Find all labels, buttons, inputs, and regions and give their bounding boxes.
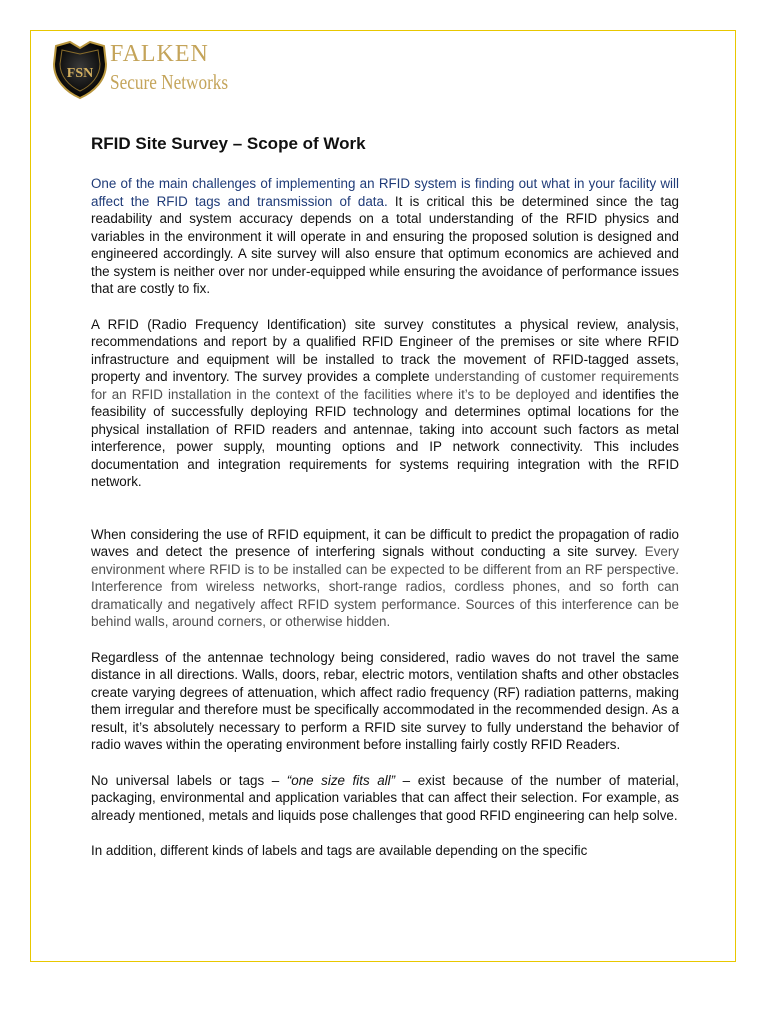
propagation-text-gray: Every environment where RFID is to be installed can be expected to be different from an RF perspective. Interference from wireless networks, short-range radios, cordless phones, and so forth can dramatically and negatively affect RFID system performance. Sources of this interference can be behind walls, around corners, or otherwise hidden. (91, 544, 679, 629)
labels-text-b: – exist because of the number of material, packaging, environmental and application variables that can affect their selection. For example, as already mentioned, metals and liquids pose challenges that good RFID engineering can help solve. (91, 772, 679, 823)
paragraph-labels (91, 772, 679, 825)
propagation-text-a: When considering the use of RFID equipment, it can be difficult to predict the propagation of radio waves and detect the presence of interfering signals without conducting a site survey. (91, 526, 679, 559)
document-body (91, 175, 679, 860)
definition-text-b: identifies the feasibility of successfully deploying RFID technology and determines optimal locations for the physical installation of RFID readers and antennae, taking into account such factors as metal interference, power supply, mounting options and IP network connectivity. This includes documentation and integration requirements for systems requiring integration with the RFID network. (91, 386, 680, 489)
document-title: RFID Site Survey – Scope of Work (91, 134, 366, 153)
shield-emblem-icon (48, 40, 112, 100)
paragraph-attenuation: Regardless of the antennae technology being considered, radio waves do not travel the same distance in all directions. Walls, doors, rebar, electric motors, ventilation shafts and other obstacles create varying degrees of attenuation, which affect radio frequency (RF) radiation patterns, making them irregular and therefore must be specifically accommodated in the recommended design. As a result, it’s absolutely necessary to perform a RFID site survey to fully understand the behavior of radio waves within the operating environment before installing fairly costly RFID Readers. (91, 649, 679, 752)
paragraph-definition (91, 316, 679, 491)
emblem-text: FSN (66, 66, 94, 81)
definition-text-a: A RFID (Radio Frequency Identification) site survey constitutes a physical review, analysis, recommendations and report by a qualified RFID Engineer of the premises or site where RFID infrastructure and equipment will be installed to track the movement of RFID-tagged assets, property and inventory. The survey provides a complete (91, 316, 679, 384)
paragraph-tags: In addition, different kinds of labels and tags are available depending on the specific (91, 843, 588, 858)
intro-highlight: One of the main challenges of implementing an RFID system is finding out what in your facility will affect the RFID tags and transmission of data. (91, 176, 679, 209)
company-logo (48, 40, 248, 100)
labels-quote: “one size fits all” (286, 772, 396, 788)
labels-text-a: No universal labels or tags – (91, 772, 287, 788)
paragraph-propagation (91, 526, 679, 631)
intro-text: It is critical this be determined since the tag readability and system accuracy depends on a total understanding of the RFID physics and variables in the environment it will operate in and ensuring the proposed solution is designed and engineered accordingly. A site survey will also ensure that optimum economics are achieved and the system is neither over nor under-equipped while ensuring the avoidance of performance issues that are costly to fix. (91, 193, 679, 296)
paragraph-intro (91, 175, 679, 298)
brand-subtitle: Secure Networks (110, 70, 229, 94)
brand-name: FALKEN (110, 41, 209, 67)
definition-text-gray: understanding of customer requirements for an RFID installation in the context of the facilities where it’s to be deployed and (91, 369, 680, 402)
